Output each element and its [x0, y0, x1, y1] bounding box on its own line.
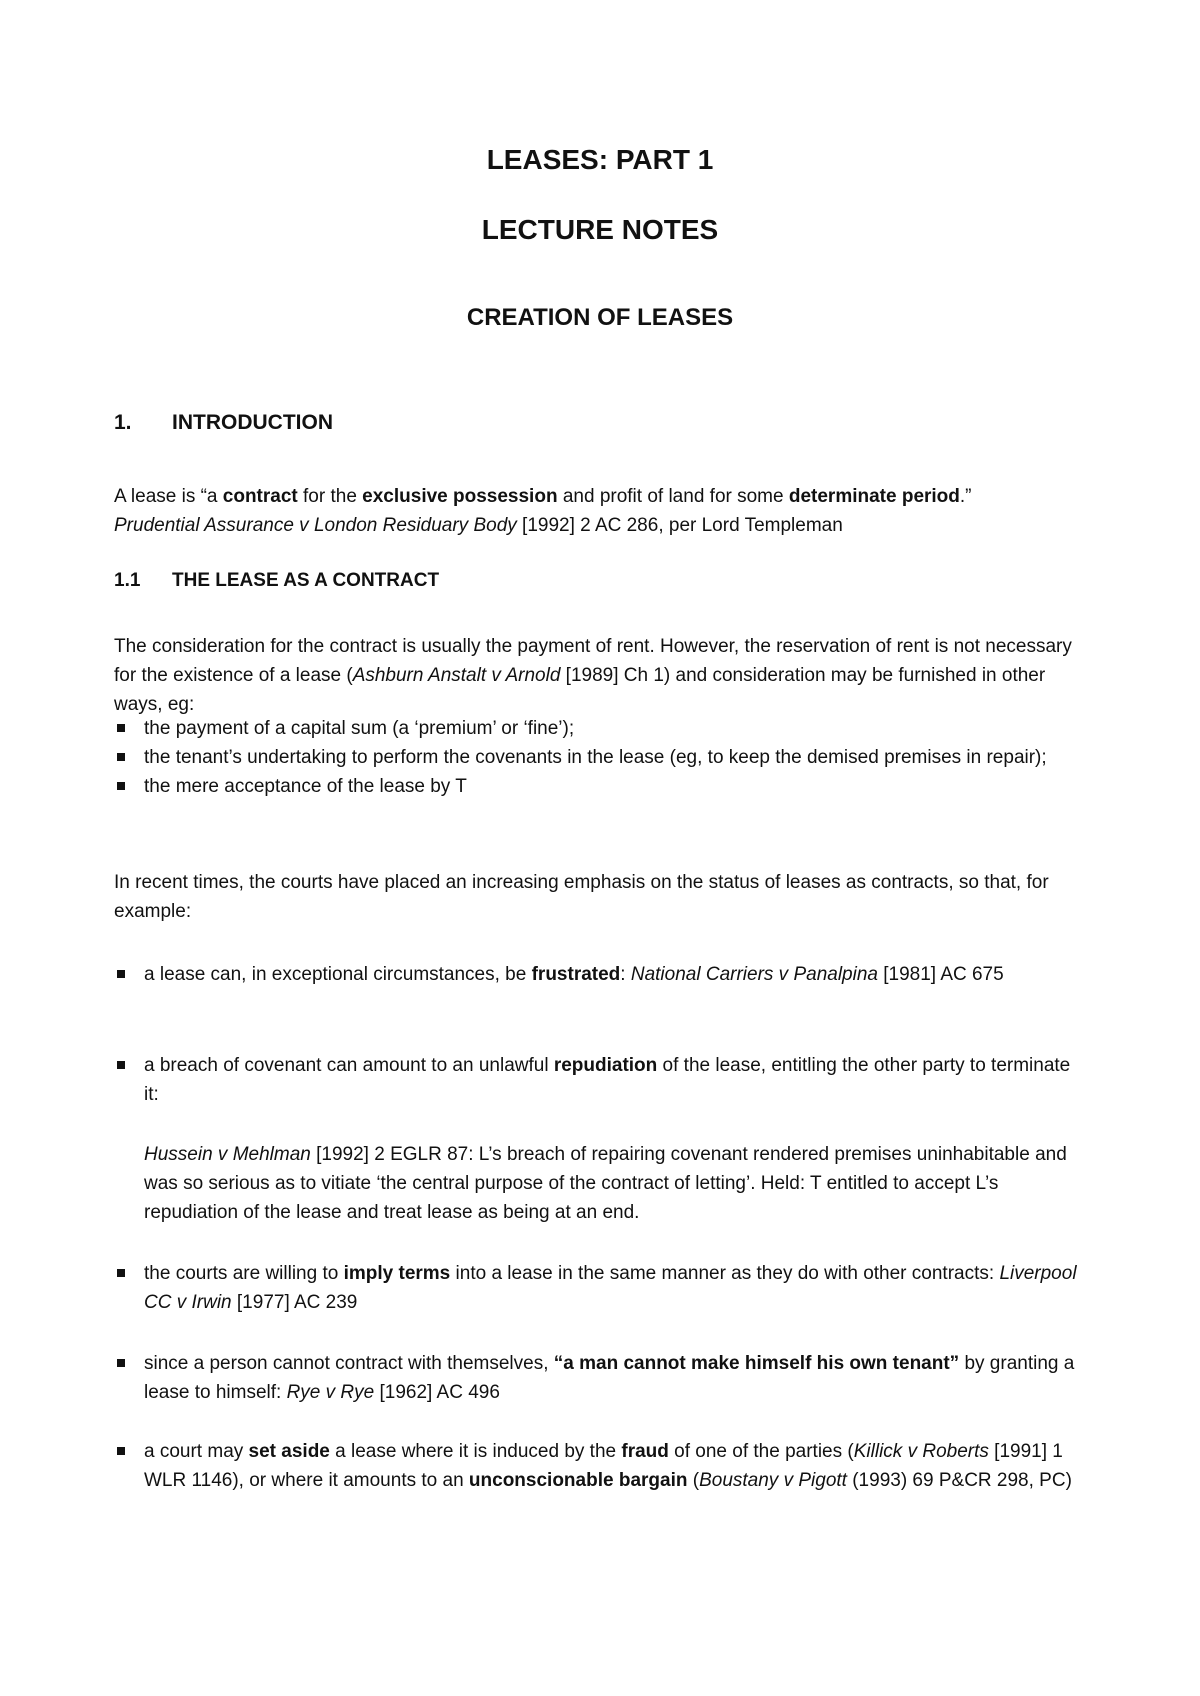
- text-run: for the: [297, 486, 363, 507]
- bold-term-determinate-period: determinate period: [788, 486, 960, 507]
- text-run: a court may: [144, 1441, 249, 1462]
- recent-times-paragraph: In recent times, the courts have placed an increasing emphasis on the status of leases as contracts, so that, for example:: [114, 872, 1049, 922]
- case-citation: [1977] AC 239: [231, 1292, 358, 1313]
- text-run: by granting a lease to himself:: [144, 1353, 1075, 1403]
- text-run: [1989] Ch 1) and consideration may be furnished in other ways, eg:: [114, 665, 1046, 715]
- case-citation: [1992] 2 AC 286, per Lord Templeman: [516, 515, 843, 536]
- heading-number: 1.: [114, 411, 132, 434]
- text-run: of the lease, entitling the other party to terminate it:: [144, 1055, 1071, 1105]
- text-run: :: [620, 964, 631, 985]
- bullet-icon: [117, 1061, 125, 1069]
- case-name: Killick v Roberts: [853, 1441, 989, 1462]
- set-aside-bullet: [114, 1437, 1089, 1495]
- repudiation-bullet: [114, 1051, 1089, 1109]
- text-run: the courts are willing to: [144, 1263, 344, 1284]
- bold-term-frustrated: frustrated: [531, 964, 621, 985]
- section-title-creation-of-leases: CREATION OF LEASES: [466, 304, 734, 331]
- list-item: [114, 1437, 1089, 1495]
- bullet-icon: [117, 970, 125, 978]
- document-title: LEASES: PART 1: [486, 144, 714, 175]
- text-run: since a person cannot contract with themselves,: [144, 1353, 554, 1374]
- text-run: .”: [959, 486, 972, 507]
- case-citation: [1981] AC 675: [877, 964, 1004, 985]
- bold-term-contract: contract: [222, 486, 298, 507]
- text-run: a lease where it is induced by the: [329, 1441, 622, 1462]
- bullet-icon: [117, 1447, 125, 1455]
- heading-number: 1.1: [114, 570, 141, 591]
- heading-lease-as-contract: [114, 567, 439, 595]
- lease-definition-paragraph: [114, 482, 1089, 540]
- bold-term-exclusive-possession: exclusive possession: [362, 486, 558, 507]
- heading-introduction: [114, 408, 333, 438]
- implied-terms-bullet: [114, 1259, 1089, 1317]
- case-name: Liverpool CC v Irwin: [144, 1263, 1077, 1313]
- list-item: [114, 960, 1089, 989]
- consideration-paragraph: [114, 632, 1089, 719]
- case-citation: (1993) 69 P&CR 298, PC): [846, 1470, 1072, 1491]
- own-tenant-bullet: [114, 1349, 1089, 1407]
- frustration-bullet: [114, 960, 1089, 989]
- text-run: The consideration for the contract is usually the payment of rent. However, the reservation of rent is not necessary for the existence of a lease (: [114, 636, 1072, 686]
- bold-term-imply-terms: imply terms: [343, 1263, 451, 1284]
- text-run: of one of the parties (: [668, 1441, 854, 1462]
- text-run: A lease is “a: [114, 486, 223, 507]
- heading-text: THE LEASE AS A CONTRACT: [172, 570, 440, 591]
- text-run: into a lease in the same manner as they do with other contracts:: [450, 1263, 1000, 1284]
- text-run: (: [687, 1470, 700, 1491]
- bold-term-set-aside: set aside: [248, 1441, 330, 1462]
- list-item: [114, 714, 1089, 743]
- bullet-icon: [117, 1269, 125, 1277]
- case-name: Rye v Rye: [286, 1382, 375, 1403]
- list-item-text: the tenant’s undertaking to perform the covenants in the lease (eg, to keep the demised premises in repair);: [144, 747, 1047, 768]
- bullet-icon: [117, 753, 125, 761]
- case-name: Prudential Assurance v London Residuary Body: [114, 515, 517, 536]
- bullet-icon: [117, 782, 125, 790]
- case-citation: [1991] 1 WLR 1146), or where it amounts to an: [144, 1441, 1063, 1491]
- bold-term-unconscionable-bargain: unconscionable bargain: [468, 1470, 688, 1491]
- bullet-icon: [117, 724, 125, 732]
- text-run: and profit of land for some: [557, 486, 789, 507]
- bold-term-fraud: fraud: [621, 1441, 669, 1462]
- heading-text: INTRODUCTION: [172, 411, 333, 434]
- document-subtitle-lecture-notes: LECTURE NOTES: [481, 214, 719, 245]
- case-name: National Carriers v Panalpina: [630, 964, 878, 985]
- case-name: Ashburn Anstalt v Arnold: [352, 665, 561, 686]
- list-item: [114, 1259, 1089, 1317]
- bullet-icon: [117, 1359, 125, 1367]
- list-item: [114, 1349, 1089, 1407]
- text-run: a breach of covenant can amount to an unlawful: [144, 1055, 554, 1076]
- hussein-case-paragraph: [144, 1140, 1089, 1227]
- case-name: Hussein v Mehlman: [144, 1144, 311, 1165]
- list-item: [114, 743, 1089, 772]
- bold-term-repudiation: repudiation: [553, 1055, 658, 1076]
- list-item-text: the payment of a capital sum (a ‘premium’ or ‘fine’);: [144, 718, 575, 739]
- list-item: [114, 1051, 1089, 1109]
- text-run: a lease can, in exceptional circumstances, be: [144, 964, 532, 985]
- consideration-list: [114, 714, 1089, 801]
- bold-quote-own-tenant: “a man cannot make himself his own tenant”: [553, 1353, 960, 1374]
- text-run: [1992] 2 EGLR 87: L’s breach of repairing covenant rendered premises uninhabitable and was so serious as to vitiate ‘the central purpose of the contract of letting’. Held: T entitled to accept L’s repudiation of the lease and treat lease as being at an end.: [144, 1144, 1067, 1223]
- list-item-text: the mere acceptance of the lease by T: [144, 776, 467, 797]
- list-item: [114, 772, 1089, 801]
- case-name: Boustany v Pigott: [699, 1470, 847, 1491]
- case-citation: [1962] AC 496: [374, 1382, 500, 1403]
